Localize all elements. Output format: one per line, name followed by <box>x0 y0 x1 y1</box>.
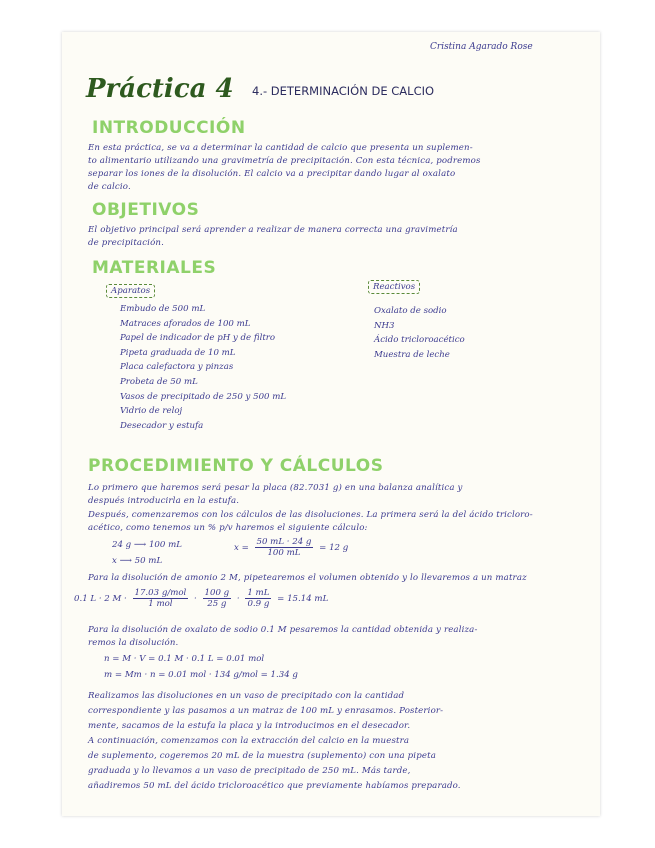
final-line-2: correspondiente y las pasamos a un matraz de 100 mL y enrasamos. Posterior- <box>88 706 444 716</box>
final-line-7: añadiremos 50 mL del ácido tricloroacético que previamente habíamos preparado. <box>88 781 461 791</box>
calc2-fraction-1 <box>133 588 189 609</box>
calc2-formula <box>74 588 328 609</box>
calc2-fraction-3 <box>245 588 271 609</box>
calc1-row-1: 24 g ⟶ 100 mL <box>112 540 182 550</box>
list-item: Probeta de 50 mL <box>120 376 198 387</box>
list-item: Pipeta graduada de 10 mL <box>120 347 236 358</box>
calc2-dot: · <box>194 594 197 604</box>
final-line-3: mente, sacamos de la estufa la placa y la introducimos en el desecador. <box>88 721 411 731</box>
aparatos-list <box>120 302 286 433</box>
calc1-numerator: 50 mL · 24 g <box>256 537 312 547</box>
proc-intro-line-2: después introducirla en la estufa. <box>88 496 240 506</box>
list-item: Papel de indicador de pH y de filtro <box>120 333 276 344</box>
list-item: Embudo de 500 mL <box>120 304 206 314</box>
final-line-1: Realizamos las disoluciones en un vaso de precipitado con la cantidad <box>88 691 405 701</box>
calc1-lhs: x = <box>234 543 249 553</box>
objetivos-line-2: de precipitación. <box>88 238 164 248</box>
calc1-fraction <box>255 537 314 558</box>
calc1-result: = 12 g <box>319 543 349 553</box>
notebook-page <box>62 32 600 816</box>
final-line-5: de suplemento, cogeremos 20 mL de la muestra (suplemento) con una pipeta <box>88 751 436 761</box>
proc-intro-line-1: Lo primero que haremos será pesar la placa (82.7031 g) en una balanza analítica y <box>88 483 463 493</box>
heading-materiales: MATERIALES <box>92 258 217 278</box>
para-amonio: Para la disolución de amonio 2 M, pipetearemos el volumen obtenido y lo llevaremos a un matraz <box>88 573 527 583</box>
calc2-fraction-2 <box>203 588 232 609</box>
calc2-f3-num: 1 mL <box>247 588 270 598</box>
list-item: NH3 <box>374 320 395 331</box>
intro-line-1: En esta práctica, se va a determinar la cantidad de calcio que presenta un suplemen- <box>88 143 473 153</box>
list-item: Muestra de leche <box>374 349 450 360</box>
calc2-lead: 0.1 L · 2 M · <box>74 594 127 604</box>
list-item: Oxalato de sodio <box>374 306 447 316</box>
objetivos-line-1: El objetivo principal será aprender a realizar de manera correcta una gravimetría <box>88 225 458 235</box>
intro-line-2: to alimentario utilizando una gravimetría de precipitación. Con esta técnica, podremos <box>88 156 481 166</box>
intro-line-3: separar los iones de la disolución. El calcio va a precipitar dando lugar al oxalato <box>88 169 456 179</box>
list-item: Placa calefactora y pinzas <box>120 362 234 373</box>
para-oxalato-line-1: Para la disolución de oxalato de sodio 0.1 M pesaremos la cantidad obtenida y realiza- <box>88 625 478 635</box>
heading-procedimiento: PROCEDIMIENTO Y CÁLCULOS <box>88 456 384 476</box>
calc1-formula <box>234 537 348 558</box>
practice-title: Práctica 4 <box>86 74 234 104</box>
calc2-f1-num: 17.03 g/mol <box>134 588 187 598</box>
calc3-line-1: n = M · V = 0.1 M · 0.1 L = 0.01 mol <box>104 654 265 664</box>
author-name: Cristina Agarado Rose <box>430 42 533 52</box>
list-item: Vidrio de reloj <box>120 406 183 417</box>
calc2-dot: · <box>236 594 240 604</box>
list-item: Desecador y estufa <box>120 420 204 431</box>
calc2-result: = 15.14 mL <box>277 594 329 604</box>
reactivos-list <box>374 304 465 362</box>
list-item: Vasos de precipitado de 250 y 500 mL <box>120 391 287 402</box>
calc2-f2-num: 100 g <box>204 588 230 598</box>
para-oxalato-line-2: remos la disolución. <box>88 638 179 648</box>
heading-objetivos: OBJETIVOS <box>92 200 200 220</box>
list-item: Matraces aforados de 100 mL <box>120 318 251 329</box>
calc1-row-2: x ⟶ 50 mL <box>112 556 163 566</box>
proc-intro-line-3: Después, comenzaremos con los cálculos de las disoluciones. La primera será la del ácido tricloro- <box>88 510 533 520</box>
calc2-f2-den: 25 g <box>207 599 227 609</box>
proc-intro-line-4: acético, como tenemos un % p/v haremos el siguiente cálculo: <box>88 523 368 533</box>
practice-subtitle: 4.- DETERMINACIÓN DE CALCIO <box>252 84 435 98</box>
reactivos-label: Reactivos <box>368 280 420 294</box>
final-line-4: A continuación, comenzamos con la extracción del calcio en la muestra <box>88 736 410 746</box>
heading-introduccion: INTRODUCCIÓN <box>92 118 246 138</box>
final-line-6: graduada y lo llevamos a un vaso de precipitado de 250 mL. Más tarde, <box>88 766 411 776</box>
intro-line-4: de calcio. <box>88 182 131 192</box>
calc2-f1-den: 1 mol <box>148 599 173 609</box>
calc1-denominator: 100 mL <box>267 548 301 558</box>
aparatos-label: Aparatos <box>106 284 155 298</box>
calc3-line-2: m = Mm · n = 0.01 mol · 134 g/mol = 1.34 g <box>104 670 298 680</box>
list-item: Ácido tricloroacético <box>374 335 465 346</box>
calc2-f3-den: 0.9 g <box>247 599 270 609</box>
